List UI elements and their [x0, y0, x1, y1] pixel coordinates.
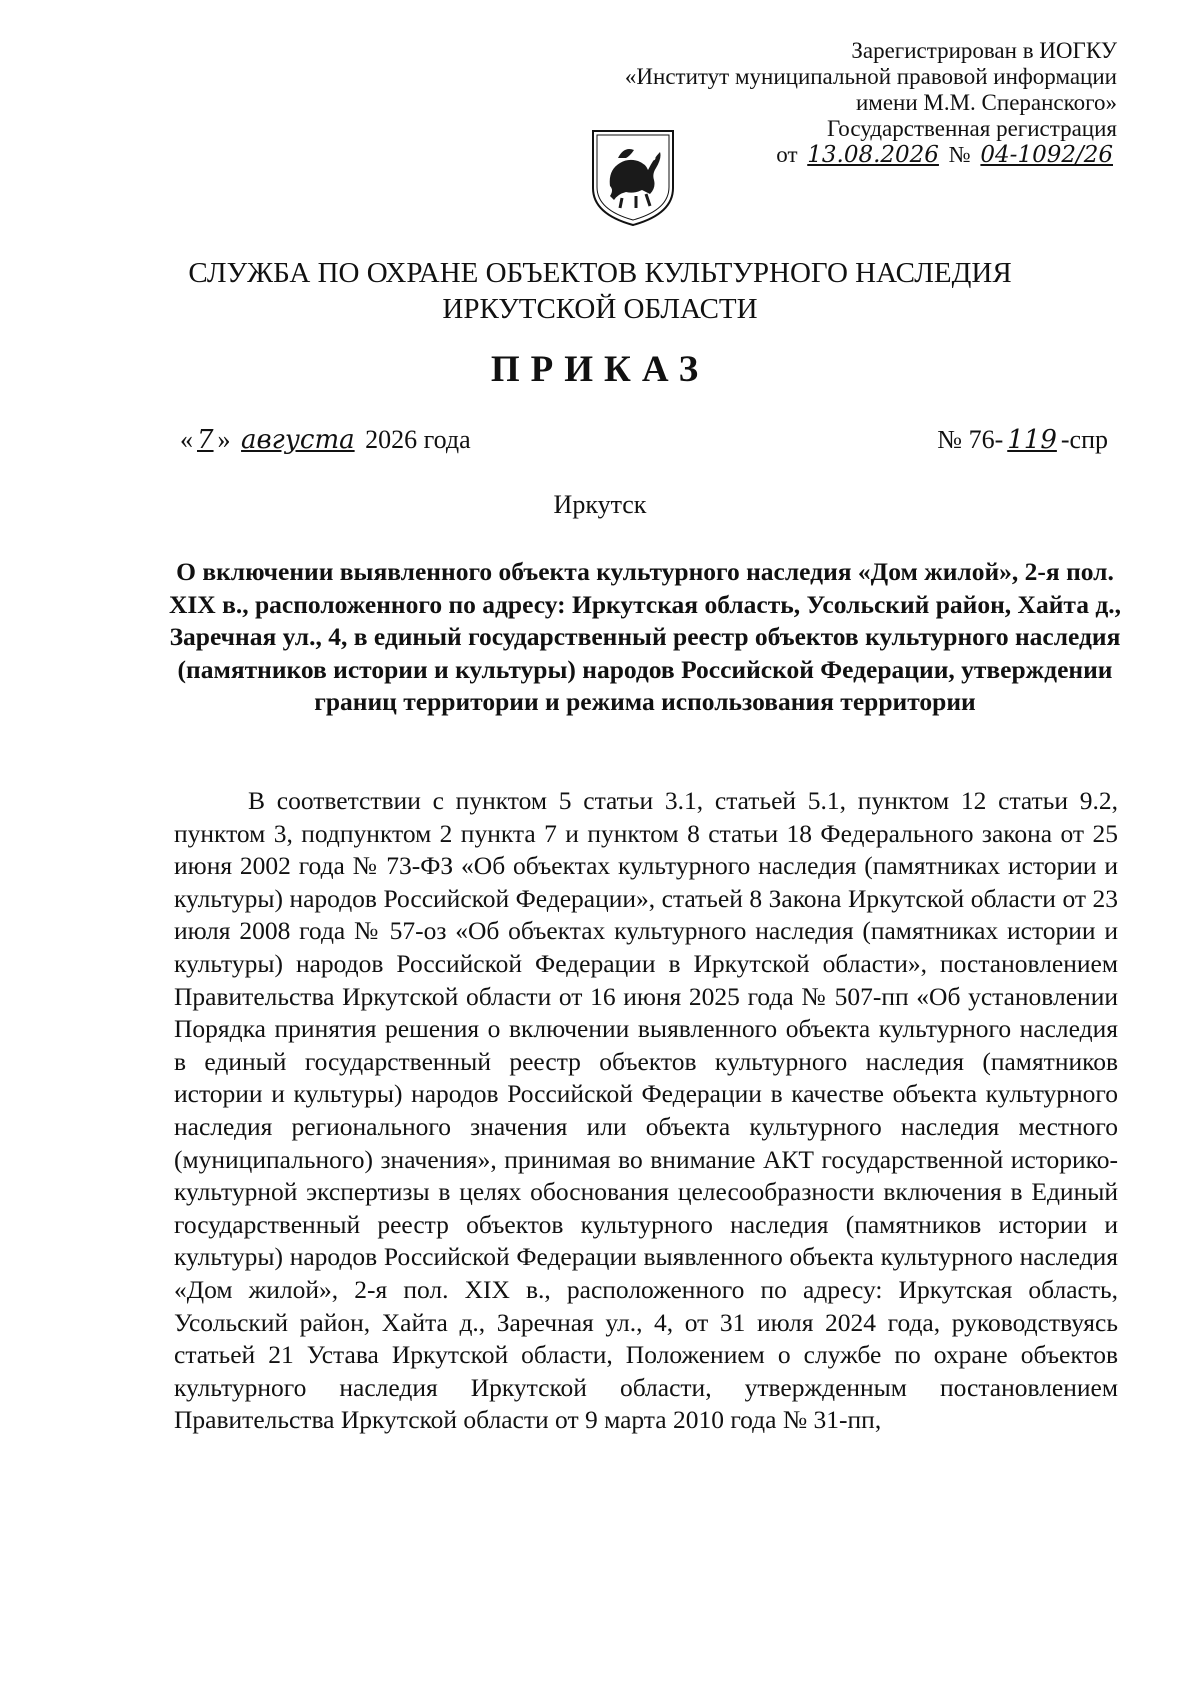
order-number-handwritten: 119 [1007, 425, 1057, 455]
registration-date-prefix: от [776, 142, 798, 167]
order-subject: О включении выявленного объекта культурного наследия «Дом жилой», 2-я пол. XIX в., расположенного по адресу: Иркутская область, Усольский район, Хайта д., Заречная ул., 4, в единый государственный реестр объектов культурного наследия (памятников истории и культуры) народов Российской Федерации, утверждении границ территории и режима использования территории [168, 557, 1122, 716]
registration-line-1: Зарегистрирован в ИОГКУ [851, 38, 1117, 63]
order-number-suffix: -спр [1060, 425, 1108, 454]
irkutsk-coat-of-arms-icon [590, 128, 676, 228]
registration-line-4: Государственная регистрация [827, 116, 1117, 141]
agency-name-line-1: СЛУЖБА ПО ОХРАНЕ ОБЪЕКТОВ КУЛЬТУРНОГО НАСЛЕДИЯ [188, 257, 1012, 289]
registration-number-prefix: № [948, 142, 971, 167]
registration-date: 13.08.2026 [807, 142, 939, 168]
date-day: 7 [197, 425, 214, 455]
city: Иркутск [553, 490, 647, 519]
order-date [180, 425, 471, 455]
registration-line-2: «Институт муниципальной правовой информации [624, 64, 1117, 89]
agency-name-line-2: ИРКУТСКОЙ ОБЛАСТИ [442, 293, 758, 325]
date-month: августа [241, 425, 355, 455]
registration-line-3: имени М.М. Сперанского» [855, 90, 1117, 115]
date-year: 2026 года [365, 425, 471, 454]
agency-name [0, 255, 1200, 327]
date-close-quote: » [217, 425, 231, 454]
body-paragraph: В соответствии с пунктом 5 статьи 3.1, статьей 5.1, пунктом 12 статьи 9.2, пунктом 3, подпунктом 2 пункта 7 и пунктом 8 статьи 18 Федерального закона от 25 июня 2002 года № 73-ФЗ «Об объектах культурного наследия (памятниках истории и культуры) народов Российской Федерации», статьей 8 Закона Иркутской области от 23 июля 2008 года № 57-оз «Об объектах культурного наследия (памятниках истории и культуры) народов Российской Федерации в Иркутской области», постановлением Правительства Иркутской области от 16 июня 2025 года № 507-пп «Об установлении Порядка принятия решения о включении выявленного объекта культурного наследия в единый государственный реестр объектов культурного наследия (памятников истории и культуры) народов Российской Федерации в качестве объекта культурного наследия регионального значения или объекта культурного наследия местного (муниципального) значения», принимая во внимание АКТ государственной историко-культурной экспертизы в целях обоснования целесообразности включения в Единый государственный реестр объектов культурного наследия (памятников истории и культуры) народов Российской Федерации выявленного объекта культурного наследия «Дом жилой», 2-я пол. XIX в., расположенного по адресу: Иркутская область, Усольский район, Хайта д., Заречная ул., 4, от 31 июля 2024 года, руководствуясь статьей 21 Устава Иркутской области, Положением о службе по охране объектов культурного наследия Иркутской области, утвержденным постановлением Правительства Иркутской области от 9 марта 2010 года № 31-пп, [174, 786, 1118, 1435]
order-title: ПРИКАЗ [490, 349, 710, 390]
registration-number: 04-1092/26 [980, 142, 1113, 168]
date-open-quote: « [180, 425, 193, 454]
order-number-prefix: № 76- [937, 425, 1004, 454]
order-number [937, 425, 1108, 455]
